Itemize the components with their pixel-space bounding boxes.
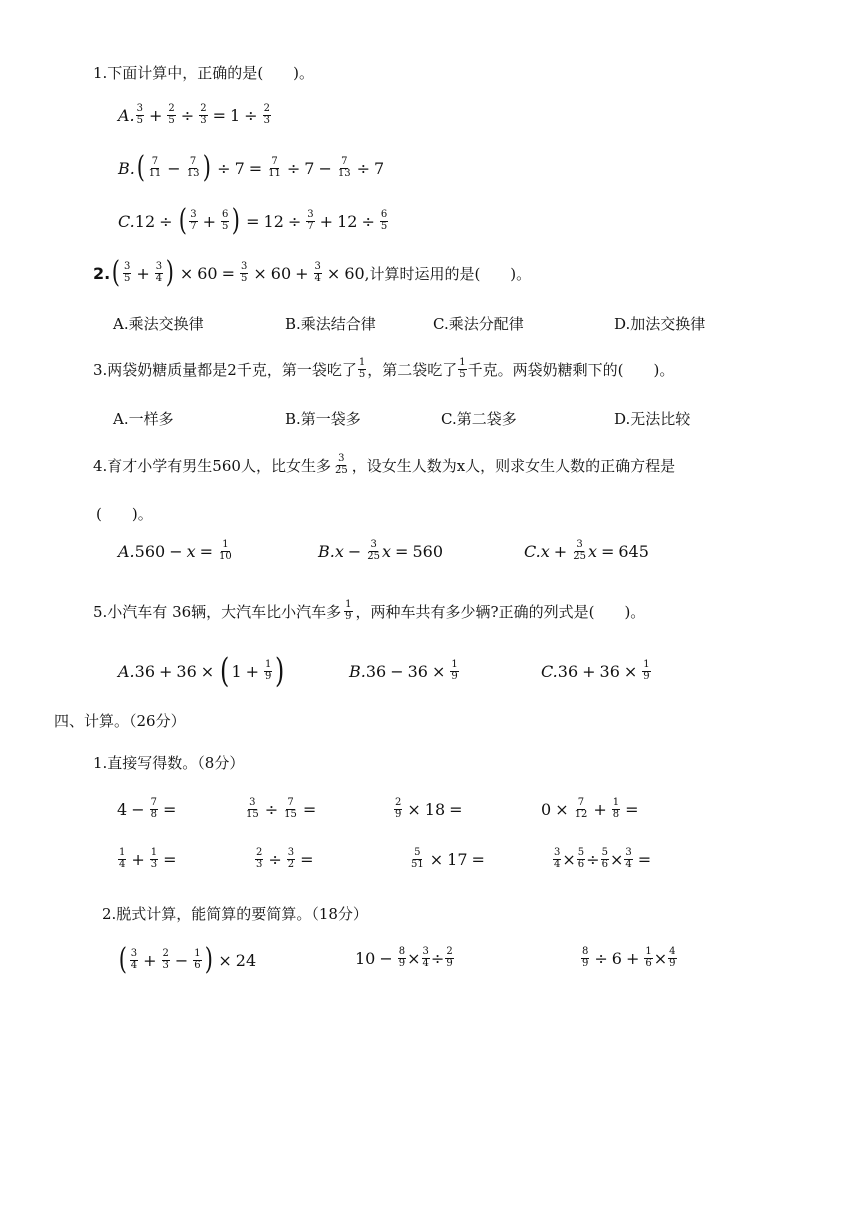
q4-stem: 4.育才小学有男生560人，比女生多 $\frac{3}{25}$ ，设女生人数为x人，则求女生人数的正确方程是 bbox=[93, 453, 676, 476]
q5-part2: ，两种车共有多少辆?正确的列式是( )。 bbox=[355, 602, 646, 621]
q4-stem-line2: ( )。 bbox=[96, 505, 153, 523]
q1-stem: 1.下面计算中，正确的是( )。 bbox=[93, 64, 315, 82]
q1-option-b: B. ( $\frac{7}{11}$ − $\frac{7}{13}$ ) ÷ 7 = $\frac{7}{11}$ ÷ 7 − $\frac{7}{13}$ ÷ 7 bbox=[118, 150, 385, 185]
q2-number: 2. bbox=[93, 263, 111, 283]
q3-option-d: D.无法比较 bbox=[614, 410, 691, 428]
q5-option-c: C. 36 + 36 × $\frac{1}{9}$ bbox=[541, 659, 650, 682]
q1-b-label: B. bbox=[118, 158, 135, 178]
q1-c-label: C. bbox=[118, 211, 135, 231]
calc-1-3: $\frac{2}{9}$ × 18 = bbox=[395, 797, 463, 820]
q5-option-b: B. 36 − 36 × $\frac{1}{9}$ bbox=[349, 659, 458, 682]
calc-1-1: 4 − $\frac{7}{8}$ = bbox=[117, 797, 177, 820]
q3-part3: 千克。两袋奶糖剩下的( )。 bbox=[467, 360, 675, 379]
q1-option-a: A. $\frac{3}{5}$ + $\frac{2}{5}$ ÷ $\frac{2}{3}$ = 1 ÷ $\frac{2}{3}$ bbox=[118, 103, 270, 126]
q2-tail: ,计算时运用的是( )。 bbox=[364, 264, 532, 283]
step-calc-2: 10 − $\frac{8}{9}$ × $\frac{3}{4}$ ÷ $\frac{2}{9}$ bbox=[355, 946, 453, 969]
q3-stem: 3.两袋奶糖质量都是2千克，第一袋吃了 $\frac{1}{5}$ ，第二袋吃了 $\frac{1}{5}$ 千克。两袋奶糖剩下的( )。 bbox=[93, 357, 675, 380]
q5-option-a: A. 36 + 36 × ( 1 + $\frac{1}{9}$ ) bbox=[118, 651, 285, 691]
calc-1-2: $\frac{3}{15}$ ÷ $\frac{7}{15}$ = bbox=[246, 797, 317, 820]
q3-option-a: A.一样多 bbox=[113, 410, 174, 428]
q5-a-label: A. bbox=[118, 661, 135, 681]
q2-option-d: D.加法交换律 bbox=[614, 315, 706, 333]
q4-c-label: C. bbox=[524, 541, 541, 561]
q1-a-label: A. bbox=[118, 105, 135, 125]
calc-2-4: $\frac{3}{4}$ × $\frac{5}{6}$ ÷ $\frac{5}{6}$ × $\frac{3}{4}$ = bbox=[554, 847, 652, 870]
q5-b-label: B. bbox=[349, 661, 366, 681]
q2-option-b: B.乘法结合律 bbox=[285, 315, 376, 333]
q4-option-a: A. 560 − x = $\frac{1}{10}$ bbox=[118, 539, 232, 562]
calc-2-1: $\frac{1}{4}$ + $\frac{1}{3}$ = bbox=[119, 847, 177, 870]
q4-option-c: C. x + $\frac{3}{25}$ x = 645 bbox=[524, 539, 649, 562]
section4-title: 四、计算。（26分） bbox=[54, 712, 186, 730]
q5-part1: 5.小汽车有 36辆，大汽车比小汽车多 bbox=[93, 602, 342, 621]
step-calc-3: $\frac{8}{9}$ ÷ 6 + $\frac{1}{6}$ × $\frac{4}{9}$ bbox=[582, 946, 676, 969]
step-calc-1: ( $\frac{3}{4}$ + $\frac{2}{3}$ − $\frac{1}{6}$ ) × 24 bbox=[118, 942, 257, 977]
q4-part2: ，设女生人数为x人，则求女生人数的正确方程是 bbox=[351, 456, 676, 475]
q4-part1: 4.育才小学有男生560人，比女生多 bbox=[93, 456, 331, 475]
q4-option-b: B. x − $\frac{3}{25}$ x = 560 bbox=[318, 539, 443, 562]
q3-part1: 3.两袋奶糖质量都是2千克，第一袋吃了 bbox=[93, 360, 357, 379]
q4-b-label: B. bbox=[318, 541, 335, 561]
q3-option-b: B.第一袋多 bbox=[285, 410, 361, 428]
calc-1-4: 0 × $\frac{7}{12}$ + $\frac{1}{8}$ = bbox=[541, 797, 639, 820]
q2-option-c: C.乘法分配律 bbox=[433, 315, 524, 333]
q5-c-label: C. bbox=[541, 661, 558, 681]
q4-a-label: A. bbox=[118, 541, 135, 561]
calc-2-3: $\frac{5}{51}$ × 17 = bbox=[411, 847, 485, 870]
calc-2-2: $\frac{2}{3}$ ÷ $\frac{3}{2}$ = bbox=[256, 847, 314, 870]
q3-option-c: C.第二袋多 bbox=[441, 410, 517, 428]
section4-sub2: 2.脱式计算，能简算的要简算。（18分） bbox=[102, 905, 368, 923]
q2-option-a: A.乘法交换律 bbox=[113, 315, 204, 333]
q1-option-c: C. 12 ÷ ( $\frac{3}{7}$ + $\frac{6}{5}$ ) = 12 ÷ $\frac{3}{7}$ + 12 ÷ $\frac{6}{5}$ bbox=[118, 203, 388, 238]
q3-part2: ，第二袋吃了 bbox=[367, 360, 458, 379]
section4-sub1: 1.直接写得数。（8分） bbox=[93, 754, 245, 772]
q5-stem: 5.小汽车有 36辆，大汽车比小汽车多 $\frac{1}{9}$ ，两种车共有多少辆?正确的列式是( )。 bbox=[93, 599, 646, 622]
q2-stem: 2. ( $\frac{3}{5}$ + $\frac{3}{4}$ ) × 60 = $\frac{3}{5}$ × 60 + $\frac{3}{4}$ × 60 ,计算时运用的是( )。 bbox=[93, 255, 532, 290]
